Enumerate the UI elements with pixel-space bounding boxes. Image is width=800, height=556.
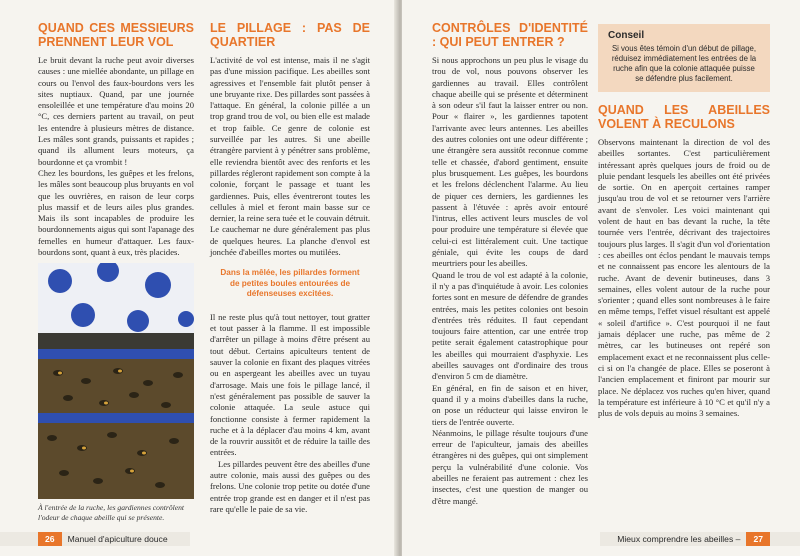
paragraph: Le bruit devant la ruche peut avoir diverses causes : une miellée abondante, un pillage en cours ou l'envol des faux-bourdons vers les sites nuptiaux. Quand, par une journée ensoleillée et une température d'au moins 20 °C, ces derniers partent au travail, on peut les entendre à plusieurs mètres de distance. Les mâles sont grands, puissants et rapides ; quand ils allument leurs moteurs, ça bourdonne et ça vrombit ! bbox=[38, 55, 194, 167]
left-col1 bbox=[38, 22, 194, 258]
right-col2 bbox=[598, 104, 770, 419]
paragraph: Quand le trou de vol est adapté à la colonie, il n'y a pas d'inquiétude à avoir. Les colonies fortes sont en mesure de défendre de grandes entrées, mais les petites colonies ont besoin d'entrées très réduites. Il faut cependant toujours faire attention, car une entrée trop petite serait également catastrophique pour les abeilles qui mourraient d'asphyxie. Les abeilles sauvages ont d'ordinaire des trous d'environ 5 cm de diamètre. bbox=[432, 269, 588, 382]
footer-right bbox=[600, 532, 800, 546]
page-number: 27 bbox=[746, 532, 770, 546]
heading-controles: CONTRÔLES D'IDENTITÉ : QUI PEUT ENTRER ? bbox=[432, 21, 588, 49]
paragraph: Les pillardes peuvent être des abeilles d'une autre colonie, mais aussi des guêpes ou des frelons. Une colonie trop petite ou dotée d'une entrée trop grande est en danger et il n'est pas rare qu'elle le paie de sa vie. bbox=[210, 458, 370, 514]
page-number: 26 bbox=[38, 532, 62, 546]
paragraph: Néanmoins, le pillage résulte toujours d'une erreur de l'apiculteur, jamais des abeilles étrangères ni des guêpes, qui ont simplement perçu la vulnérabilité d'une colonie. Vos abeilles ne feraient pas autrement : chez les insectes, c'est une question de manger ou d'être mangé. bbox=[432, 427, 588, 506]
conseil-box bbox=[598, 24, 770, 92]
right-col1 bbox=[432, 22, 588, 507]
heading-reculons: QUAND LES ABEILLES VOLENT À RECULONS bbox=[598, 103, 770, 131]
paragraph: Chez les bourdons, les guêpes et les frelons, les mâles sont beaucoup plus bruyants en vol que les ouvrières, en raison de leur corps plus massif et de leurs ailes plus grandes. Mais ils sont incapables de produire les bourdonnements aigus qui sont l'apanage des femelles en humeur d'attaquer. Les faux-bourdons sont, quant à eux, très placides. bbox=[38, 167, 194, 258]
book-title: Manuel d'apiculture douce bbox=[67, 534, 168, 544]
chapter-title: Mieux comprendre les abeilles – bbox=[617, 534, 741, 544]
left-col2 bbox=[210, 22, 370, 515]
hive-photo-icon bbox=[38, 263, 194, 499]
conseil-title: Conseil bbox=[608, 30, 645, 41]
paragraph: Observons maintenant la direction de vol des abeilles sortantes. C'est particulièrement intéressant après quelques jours de froid ou de pluie pendant lesquels les abeilles ont été privées de sortie. On en aperçoit certaines ramper jusqu'au trou de vol et se retourner vers l'arrière avant de s'envoler. Les voici maintenant qui volent de haut en bas devant la ruche, la tête tournée vers l'entrée, décrivant des trajectoires toujours plus larges. Il s'agit d'un vol d'orientation : ces abeilles ont éclos pendant le mauvais temps et ne connaissent pas encore les alentours de la ruche. Avant de devenir butineuses, dans 3 semaines, elles volent autour de la ruche pour s'orienter ; quand elles sont nombreuses à le faire en même temps, l'effet visuel résultant est appelé « soleil d'artifice ». C'est pourquoi il ne faut jamais déplacer une ruche, pas même de 2 mètres, car les butineuses ont repéré son emplacement exact et ne reconnaissent plus celle-ci si on l'a changée de place. Elles se poseront à l'ancien emplacement et finiront par mourir sur place. Ne déplacez vos ruches qu'en hiver, quand la température est inférieure à 10 °C et qu'il n'y a plus de vols depuis au moins 3 semaines. bbox=[598, 137, 770, 419]
paragraph: L'activité de vol est intense, mais il ne s'agit pas d'une mission pacifique. Les abeilles sont agressives et l'ensemble fait plutôt penser à une bruyante rixe. Des pillardes sont passées à l'attaque. En général, la colonie pillée a un trop grand trou de vol, ou bien elle est malade et trop faible. Ce genre de colonie est surveillée par les autres. Si une abeille étrangère parvient à y pénétrer sans problème, elle reviendra bientôt avec des renforts et les pillardes régleront rapidement son compte à la colonie, forçant le passage et tuant les gardiennes. Puis, elles éventreront toutes les cellules à miel et feront main basse sur ce dernier, la reine sera tuée et le couvain détruit. Le cauchemar ne dure généralement pas plus de quelques heures. La planche d'envol est jonchée d'abeilles mortes ou mutilées. bbox=[210, 55, 370, 258]
footer-left bbox=[0, 532, 190, 546]
heading-messieurs: QUAND CES MESSIEURS PRENNENT LEUR VOL bbox=[38, 21, 194, 49]
paragraph: En général, en fin de saison et en hiver, quand il y a moins d'abeilles dans la ruche, on pose un réducteur qui laisse environ le tiers de l'entrée ouverte. bbox=[432, 382, 588, 427]
conseil-text: Si vous êtes témoin d'un début de pillage, réduisez immédiatement les entrées de la ruche afin que la colonie attaquée puisse se défendre plus facilement. bbox=[611, 44, 757, 83]
paragraph: Il ne reste plus qu'à tout nettoyer, tout gratter et tout passer à la flamme. Il est impossible d'arrêter un pillage à moins d'être présent au tout début. Certains apiculteurs tentent de sauver la colonie en fixant des plaques vitrées ou en aspergeant les abeilles avec un tuyau d'arrosage. Mais une fois le pillage lancé, il n'est généralement pas possible de sauver la colonie attaquée. La seule astuce qui fonctionne consiste à fermer rapidement la ruche et à la déplacer d'au moins 4 km, avant de la rouvrir aussitôt et de réduire la taille des entrées. bbox=[210, 311, 370, 458]
hive-photo bbox=[38, 263, 194, 499]
left-page bbox=[0, 0, 398, 556]
pullquote: Dans la mêlée, les pillardes forment de petites boules entourées de défenseuses excitées. bbox=[220, 268, 360, 299]
heading-pillage: LE PILLAGE : PAS DE QUARTIER bbox=[210, 21, 370, 49]
paragraph: Si nous approchons un peu plus le visage du trou de vol, nous pouvons observer les gardiennes au travail. Elles contrôlent chaque abeille qui se présente et déterminent à son odeur s'il faut la laisser entrer ou non. Pour « flairer », les gardiennes tapotent l'arrivante avec leurs antennes. Les abeilles des autres colonies ont une odeur différente ; une étrangère sera aussitôt reconnue comme telle et chassée, d'abord gentiment, ensuite plus brusquement. Les guêpes, les bourdons et les frelons déclenchent l'alarme. Au lieu de piquer ces derniers, les gardiennes les passent à l'étuvée : après avoir entouré l'intrus, elles activent leurs muscles de vol pour produire une température si élevée que celui-ci est littéralement cuit. Une tactique géniale, qui évite les coups de dard meurtriers pour les abeilles. bbox=[432, 55, 588, 269]
photo-caption: À l'entrée de la ruche, les gardiennes contrôlent l'odeur de chaque abeille qui se présente. bbox=[38, 503, 185, 522]
right-page bbox=[402, 0, 800, 556]
